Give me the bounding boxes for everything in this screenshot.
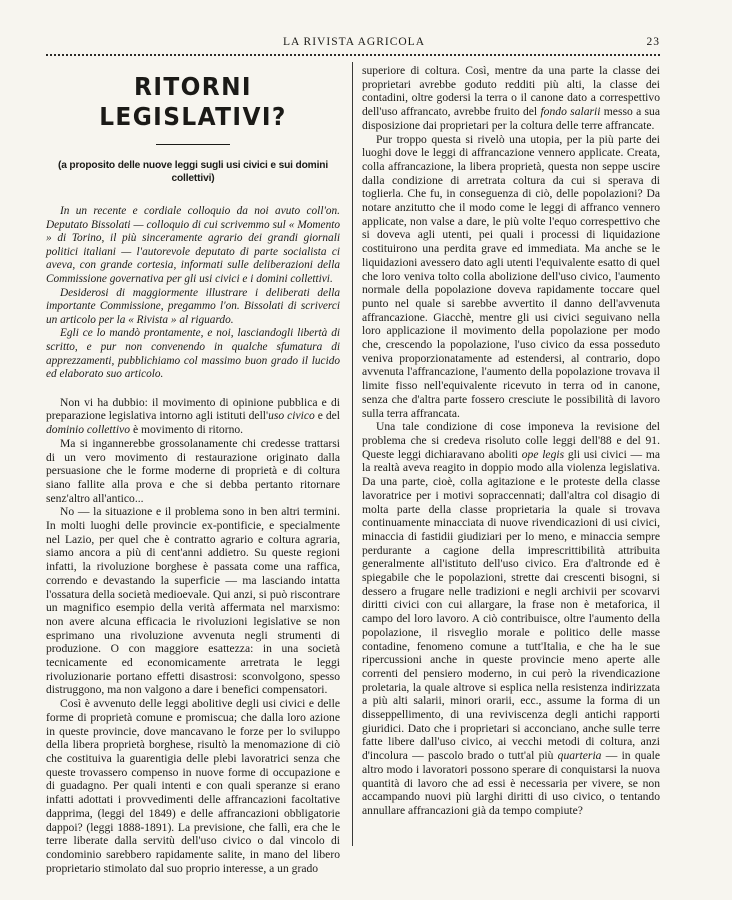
intro-paragraph: Desiderosi di maggiormente illustrare i deliberati della importante Commissione, pregammo l'on. Bissolati di scriverci un articolo per la « Rivista » al riguardo.	[46, 286, 340, 326]
body-paragraph: No — la situazione e il problema sono in ben altri termini. In molti luoghi delle provincie ex-pontificie, e specialmente nel Lazio, per quel che è contratto agrario e coltura agraria, siamo ancora a più di cent'anni addietro. Su queste regioni infatti, la rivoluzione borghese è passata come una raffica, correndo e devastando la superficie — ma lasciando intatta l'ossatura della società medioevale. Qui anzi, si può riscontrare un magnifico esempio della verità affermata nel marxismo: non avere alcuna efficacia le rivoluzioni legislative se non esprimano una rivoluzione avvenuta negli strumenti di produzione. O con maggiore esattezza: in una società tecnicamente ed economicamente arretrata le leggi rivoluzionarie portano effetti disastrosi: sconvolgono, spesso distruggono, ma non valgono a dare i benefici compensatori.	[46, 505, 340, 697]
column-divider	[352, 62, 353, 846]
body-paragraph: Così è avvenuto delle leggi abolitive degli usi civici e delle forme di proprietà comune e promiscua; che dalla loro azione in queste provincie, dove mancavano le forze per lo sviluppo della libera proprietà borghese, risultò la menomazione di ciò che costituiva la guarentigia delle plebi lavoratrici senza che queste trovassero compenso in nuove forme di occupazione e di guadagno. Per quali intenti e con quali speranze si erano infatti adottati i provvedimenti delle affrancazioni facoltative dapprima, (leggi del 1849) e delle affrancazioni obbligatorie dappoi? (leggi 1888-1891). La previsione, che fallì, era che le terre liberate dalla servitù dell'uso civico o dal vincolo di condominio sarebbero rapidamente salite, in mano del libero proprietario stimolato dal suo proprio interesse, a un grado	[46, 697, 340, 875]
running-head	[48, 36, 660, 50]
journal-title: LA RIVISTA AGRICOLA	[282, 36, 426, 48]
body-paragraph: Pur troppo questa si rivelò una utopia, per la più parte dei luoghi dove le leggi di affrancazione vennero applicate. Creata, colla affrancazione, la libera proprietà, questa non seppe uscire dalla condizione di arretrata coltura da cui si sperava di toglierla. Che fu, in conseguenza di ciò, delle popolazioni? Da notare anzitutto che il modo come le leggi di affranco vennero applicate, non valse a dare, le più volte l'equo correspettivo che si doveva agli utenti, pei quali i processi di liquidazione costituirono una perdita grave ed immediata. Ma anche se le liquidazioni avessero dato agli utenti l'equivalente esatto di quel che loro veniva tolto colla abolizione dell'uso civico, l'aumento normale della popolazione doveva rapidamente toccare quel punto nel quale si sarebbe avvertito il danno dell'avvenuta affrancazione. Giacchè, mentre gli usi civici seguivano nella loro applicazione il movimento della popolazione per modo che, crescendo la popolazione, l'uso civico da essa posseduto veniva proporzionatamente ad estendersi, al contrario, dopo avvenuta l'affrancazione, l'aumento della popolazione trovava il limite fisso nell'equivalente ricevuto in terra od in canone, senza che d'altra parte fossero cresciute le possibilità di lavoro sulla terra affrancata.	[362, 132, 660, 420]
title-rule	[156, 144, 230, 145]
left-body-text	[46, 396, 340, 876]
intro-paragraph: In un recente e cordiale colloquio da noi avuto coll'on. Deputato Bissolati — colloquio di cui scrivemmo sul « Momento » di Torino, il più sinceramente agrario dei grandi giornali politici italiani — l'autorevole deputato di parte socialista ci aveva, con grande cortesia, informati sulle deliberazioni della Commissione governativa per gli usi civici e i domini collettivi.	[46, 205, 340, 285]
body-paragraph: Una tale condizione di cose imponeva la revisione del problema che si credeva risoluto colle leggi dell'88 e del 91. Queste leggi dichiaravano aboliti ope legis gli usi civici — ma la realtà aveva reagito in doppio modo alla violenza legislativa. Da una parte, cioè, colla agitazione e le proteste della classe lavoratrice per i motivi sopraccennati; dall'altra col disagio di molta parte della classe proprietaria la quale si trovava continuamente minacciata di nuove rivendicazioni di usi civici, minaccia di fastidii giudiziari per lo meno, e minaccia sempre perdurante a cagione della imprescrittibilità attribuita generalmente all'istituto dell'uso civico. Era d'altronde ed è spiegabile che le popolazioni, strette dai crescenti bisogni, si dessero a frugare nelle tradizioni e negli archivii per scovarvi diritti civici con cui allargare, la frase non è metaforica, il campo del loro lavoro. A ciò contribuisce, oltre l'aumento della popolazione, il risveglio morale e politico delle masse contadine, fenomeno comune a tutt'Italia, e che ha le sue ripercussioni anche in queste provincie meno aperte alle correnti del pensiero moderno, in cui però la rivendicazione proletaria, la quale altrove si esplica nella resistenza indirizzata a più alti salarii, minori orarii, ecc., assume la forma di un disseppellimento, di una reviviscenza degli antichi rapporti giuridici. Dato che i proprietari si acconciano, anche sulle terre fatte libere dall'uso civico, ai vecchi metodi di coltura, anzi d'incolura — pascolo brado o tutt'al più quarteria — in quale altro modo i lavoratori possono sperare di conquistarsi la nuova quantità di lavoro che ad essi è necessaria per vivere, se non accampando nuovi più larghi diritti di uso civico, o tentando annullare affrancazioni già da tempo compiute?	[362, 420, 660, 817]
intro-paragraph: Egli ce lo mandò prontamente, e noi, lasciandogli libertà di scritto, e pur non convenendo in qualche sfumatura di apprezzamenti, pubblichiamo col massimo buon grado il lucido ed elaborato suo articolo.	[46, 327, 340, 381]
editorial-intro	[46, 205, 340, 382]
body-paragraph: Non vi ha dubbio: il movimento di opinione pubblica e di preparazione legislativa intorno agli istituti dell'uso civico e del dominio collettivo è movimento di ritorno.	[46, 395, 341, 437]
article-subtitle: (a proposito delle nuove leggi sugli usi civici e sui domini collettivi)	[57, 160, 329, 184]
article-title: RITORNI LEGISLATIVI?	[99, 72, 287, 131]
right-column	[362, 64, 660, 818]
header-dotted-rule	[46, 54, 660, 56]
body-paragraph-continued: superiore di coltura. Così, mentre da una parte la classe dei proprietari avrebbe goduto redditi più alti, la classe dei contadini, oltre godersi la terra o il canone dato a correspettivo dell'uso affrancato, avrebbe fruito del fondo salarii messo a sua disposizione dai proprietari per la coltura delle terre affrancate.	[362, 64, 661, 132]
right-body-text	[362, 64, 660, 818]
left-column	[46, 66, 340, 875]
page-number: 23	[646, 36, 660, 48]
body-paragraph: Ma si ingannerebbe grossolanamente chi credesse trattarsi di un vero movimento di restaurazione originato dalla persuasione che le forme moderne di proprietà e di coltura siano fallite alla prova e che si debba pertanto ritornare senz'altro all'antico...	[46, 436, 340, 505]
